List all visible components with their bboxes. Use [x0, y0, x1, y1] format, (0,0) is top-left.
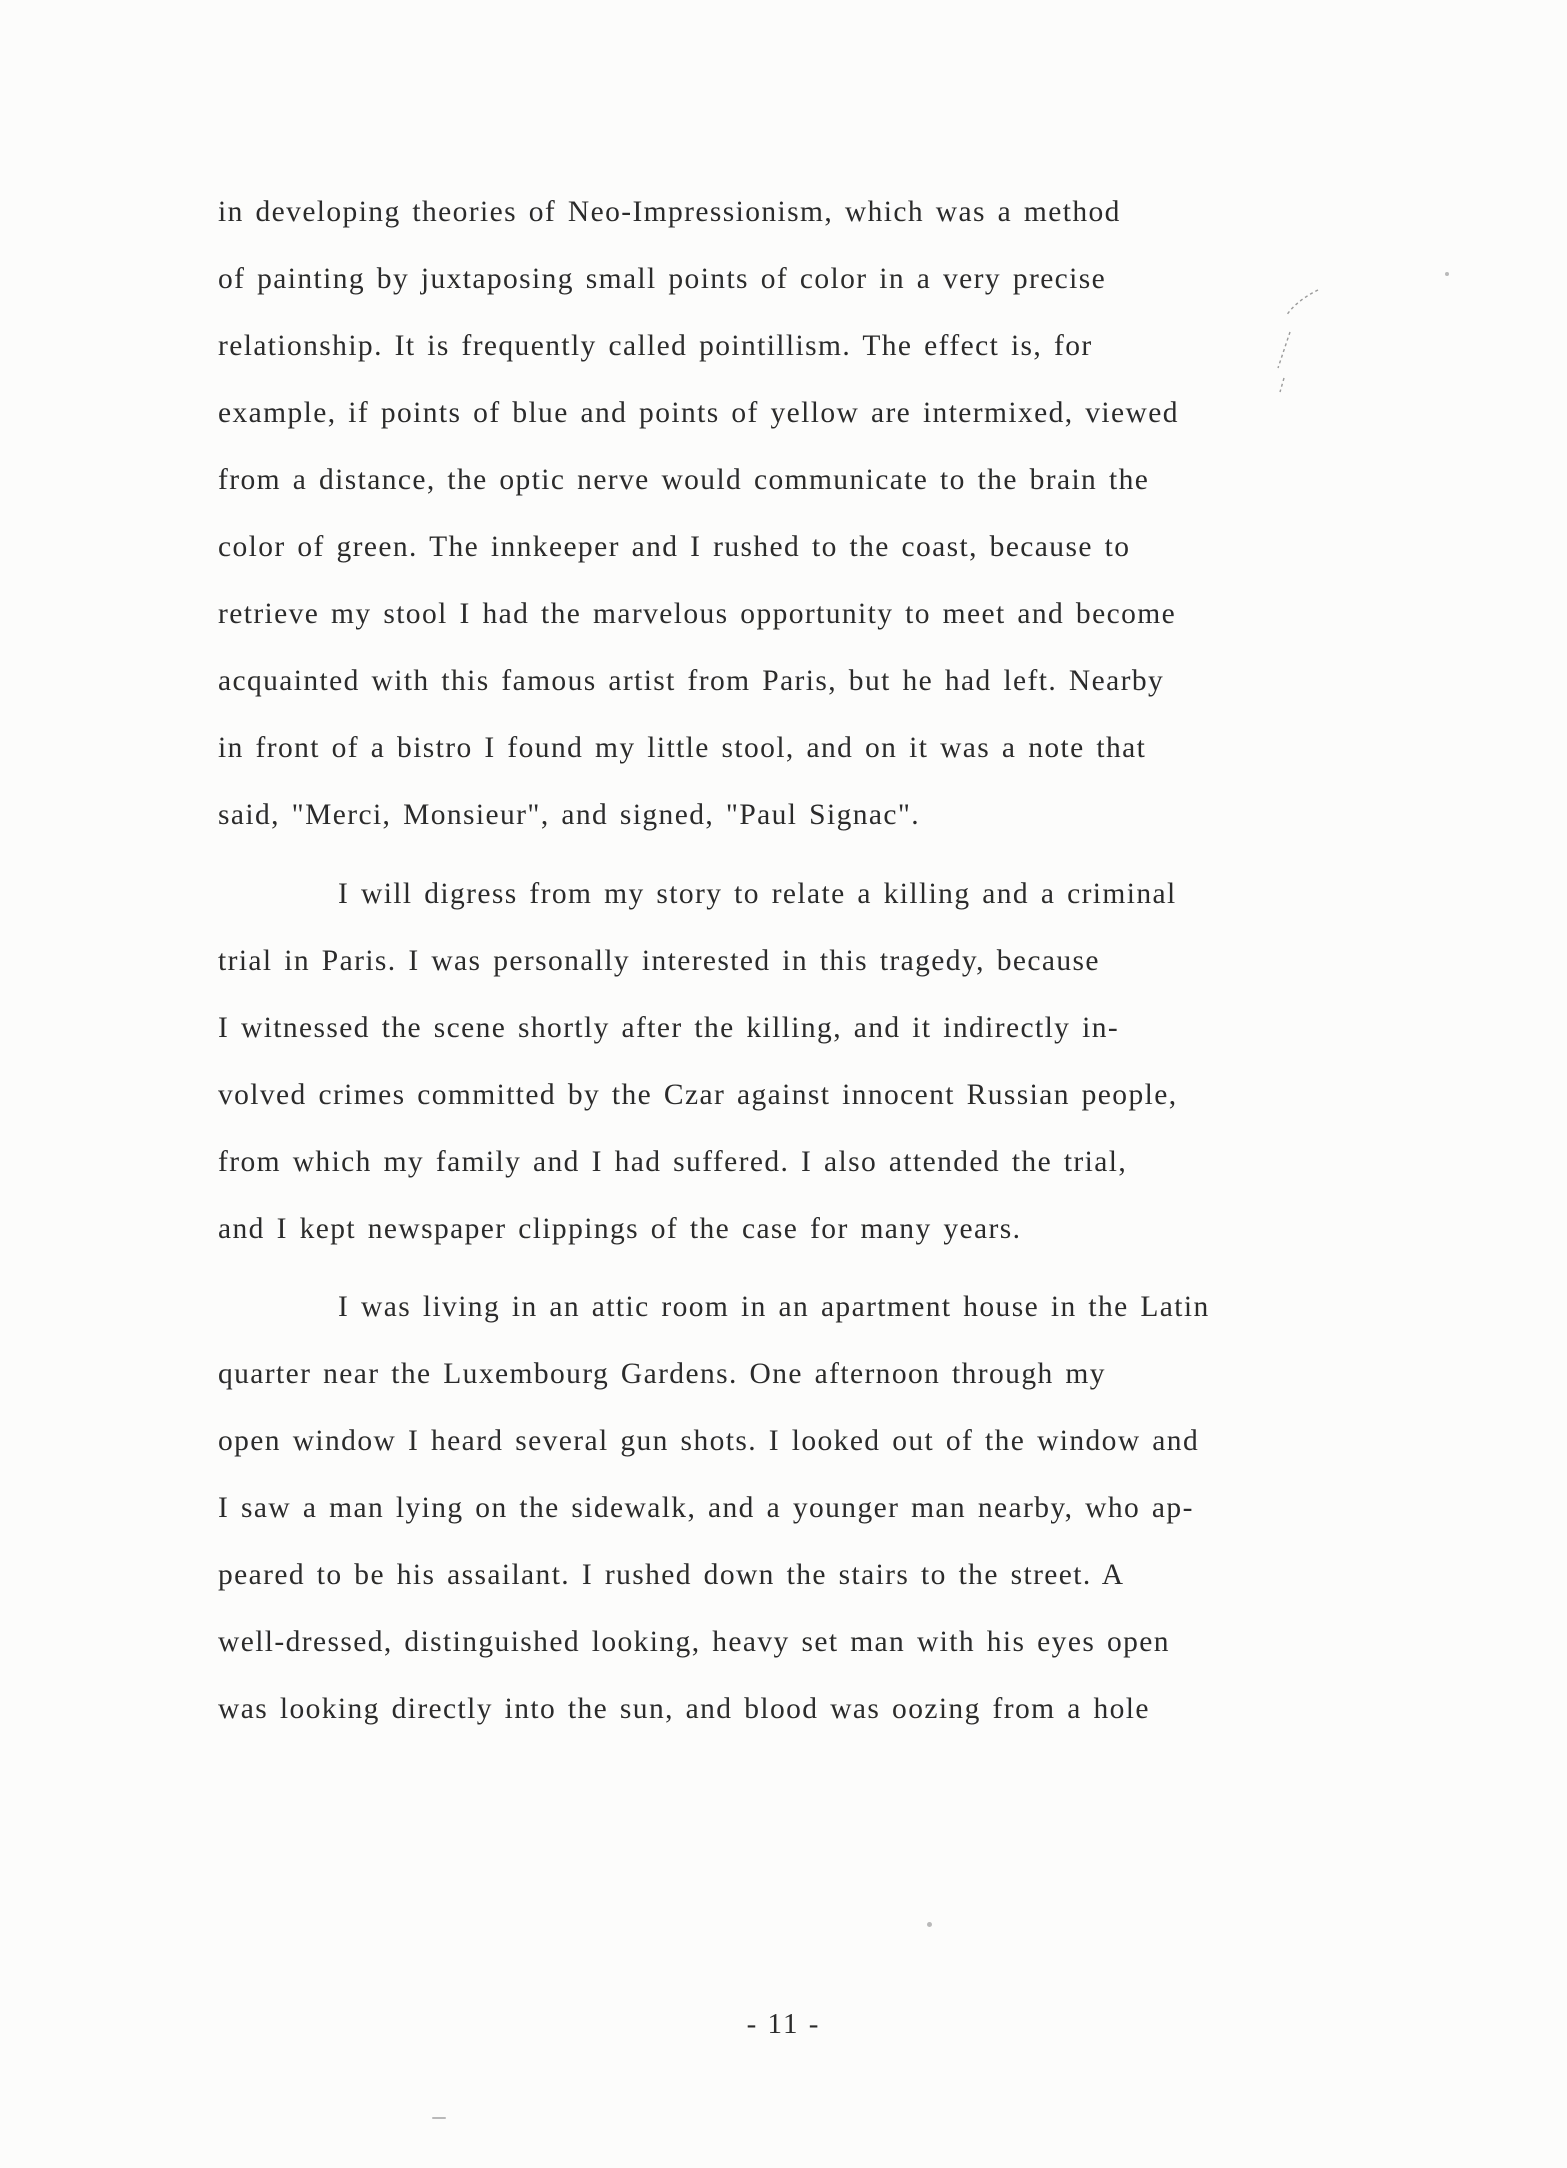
text-line: retrieve my stool I had the marvelous opportunity to meet and become [218, 598, 1177, 630]
paper-speck [1445, 272, 1449, 276]
text-line: I witnessed the scene shortly after the killing, and it indirectly in- [218, 1012, 1120, 1044]
text-line: open window I heard several gun shots. I looked out of the window and [218, 1425, 1200, 1457]
text-line: well-dressed, distinguished looking, heavy set man with his eyes open [218, 1626, 1170, 1658]
text-line: relationship. It is frequently called pointillism. The effect is, for [218, 330, 1093, 362]
text-line: I saw a man lying on the sidewalk, and a younger man nearby, who ap- [218, 1492, 1194, 1524]
text-line: of painting by juxtaposing small points of color in a very precise [218, 263, 1107, 295]
text-line: said, "Merci, Monsieur", and signed, "Paul Signac". [218, 799, 921, 831]
text-line: from a distance, the optic nerve would communicate to the brain the [218, 464, 1150, 496]
paper-speck [927, 1922, 932, 1927]
text-line: volved crimes committed by the Czar against innocent Russian people, [218, 1079, 1178, 1111]
paper-speck [432, 2117, 446, 2119]
text-line: in developing theories of Neo-Impressionism, which was a method [218, 196, 1121, 228]
paragraph-first-line: I was living in an attic room in an apartment house in the Latin [338, 1291, 1210, 1323]
paragraph-first-line: I will digress from my story to relate a killing and a criminal [338, 878, 1177, 910]
text-line: was looking directly into the sun, and blood was oozing from a hole [218, 1693, 1150, 1725]
page-number: - 11 - [746, 2008, 821, 2040]
text-line: peared to be his assailant. I rushed down the stairs to the street. A [218, 1559, 1125, 1591]
text-line: acquainted with this famous artist from Paris, but he had left. Nearby [218, 665, 1165, 697]
text-line: and I kept newspaper clippings of the case for many years. [218, 1213, 1022, 1245]
text-line: in front of a bistro I found my little stool, and on it was a note that [218, 732, 1147, 764]
text-line: color of green. The innkeeper and I rushed to the coast, because to [218, 531, 1131, 563]
text-line: trial in Paris. I was personally interested in this tragedy, because [218, 945, 1100, 977]
pencil-mark-icon [1268, 282, 1328, 402]
text-line: quarter near the Luxembourg Gardens. One afternoon through my [218, 1358, 1106, 1390]
text-line: example, if points of blue and points of yellow are intermixed, viewed [218, 397, 1179, 429]
text-line: from which my family and I had suffered. I also attended the trial, [218, 1146, 1128, 1178]
